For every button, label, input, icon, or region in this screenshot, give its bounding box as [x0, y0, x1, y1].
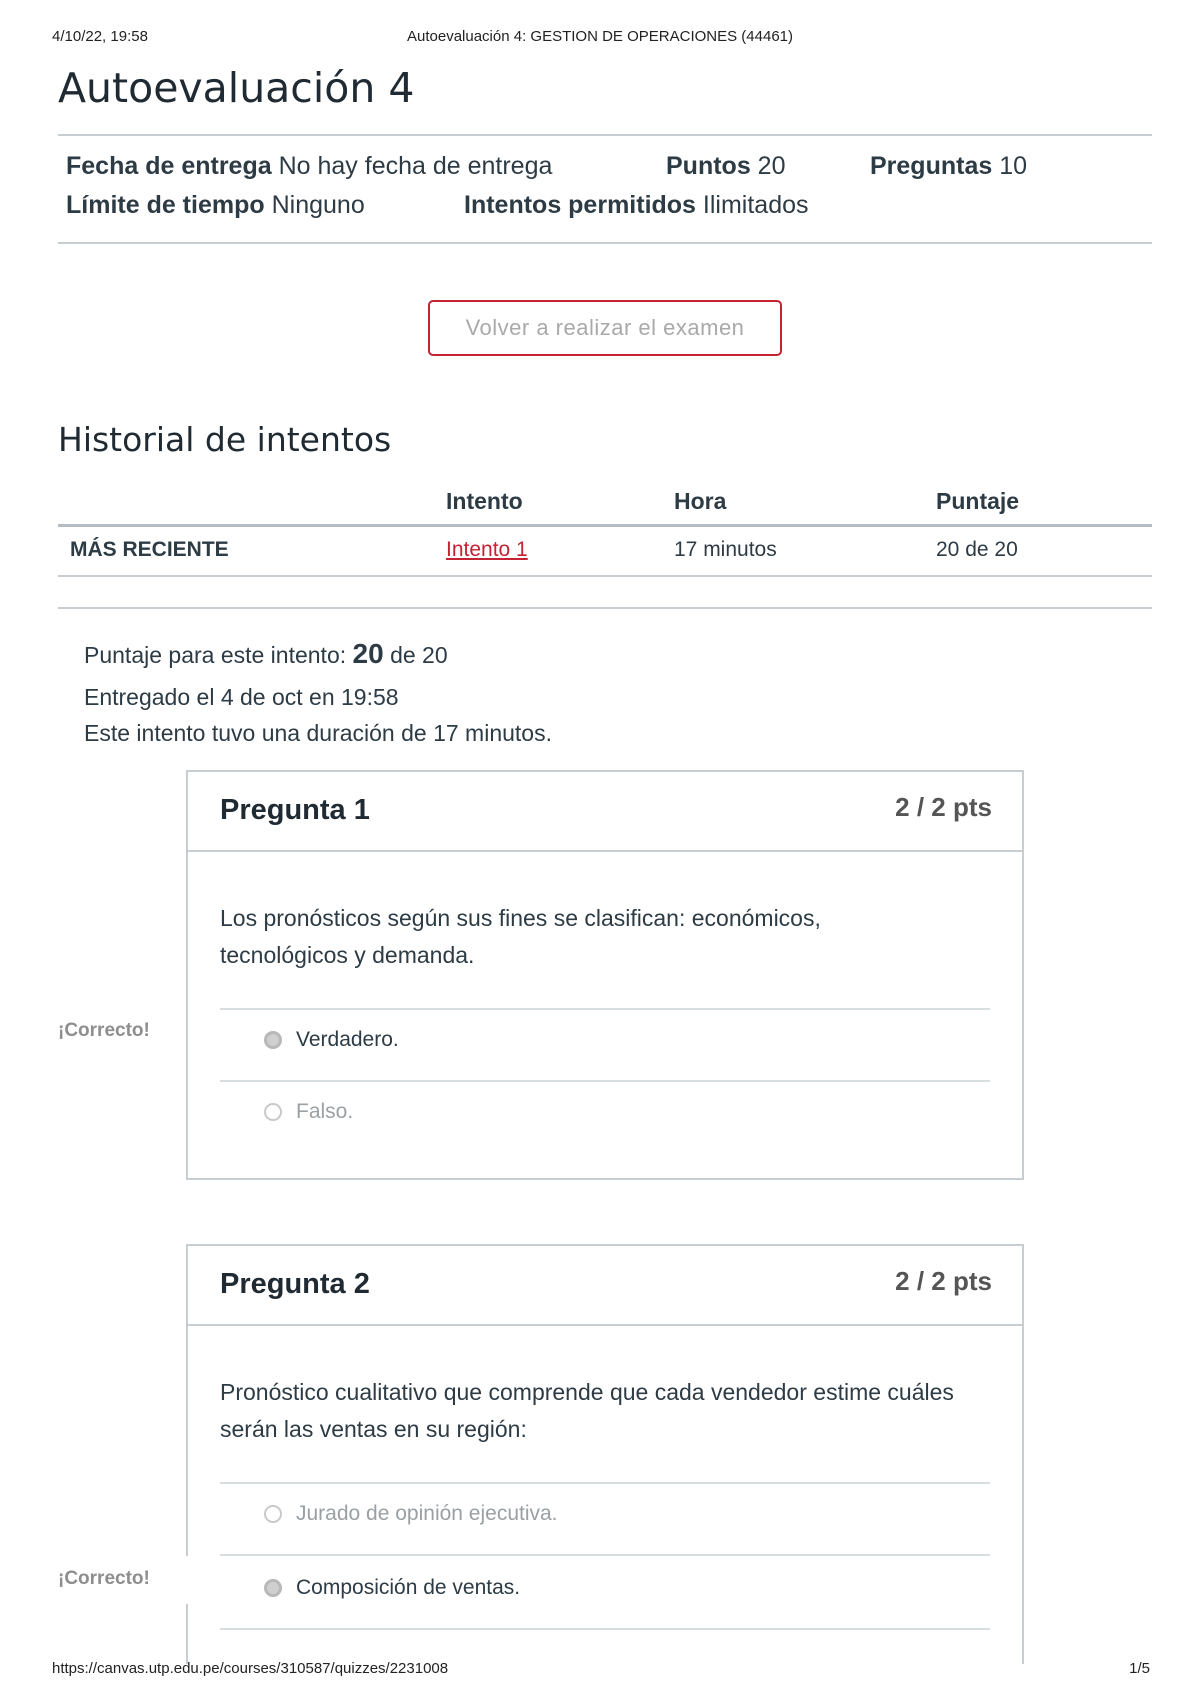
page-title: Autoevaluación 4 [58, 64, 415, 112]
question-title: Pregunta 2 [220, 1268, 370, 1300]
answer-divider [220, 1080, 990, 1082]
attempt-1-link[interactable]: Intento 1 [446, 538, 528, 561]
question-text: Pronóstico cualitativo que comprende que cada vendedor estime cuáles serán las ventas en su región: [220, 1379, 954, 1442]
question-card-1 [186, 770, 1024, 1180]
score-value: 20 [352, 638, 384, 669]
answer-label: Composición de ventas. [296, 1576, 521, 1599]
attempt-score: 20 de 20 [936, 538, 1018, 561]
radio-selected-icon[interactable] [264, 1579, 282, 1597]
answer-divider [220, 1008, 990, 1010]
column-header-attempt: Intento [446, 488, 523, 514]
due-date-info [66, 152, 552, 181]
table-header-divider [58, 524, 1152, 527]
answer-divider [220, 1628, 990, 1630]
attempt-status: MÁS RECIENTE [70, 538, 229, 561]
table-row-divider [58, 575, 1152, 577]
print-document-title: Autoevaluación 4: GESTION DE OPERACIONES (44461) [407, 28, 793, 45]
question-card-2 [186, 1244, 1024, 1664]
retake-quiz-button[interactable]: Volver a realizar el examen [428, 300, 782, 356]
question-text: Los pronósticos según sus fines se clasifican: económicos, tecnológicos y demanda. [220, 905, 821, 968]
answer-divider [220, 1482, 990, 1484]
column-header-time: Hora [674, 488, 727, 514]
question-points: 2 / 2 pts [895, 1266, 992, 1296]
answer-option[interactable] [264, 1100, 353, 1124]
feedback-gap [176, 1556, 190, 1604]
correct-feedback-label: ¡Correcto! [58, 1020, 150, 1041]
score-suffix: de 20 [390, 642, 448, 668]
print-datetime: 4/10/22, 19:58 [52, 28, 148, 45]
time-limit-label: Límite de tiempo [66, 191, 265, 219]
score-prefix: Puntaje para este intento: [84, 642, 347, 668]
meta-divider [58, 242, 1152, 244]
question-title: Pregunta 1 [220, 794, 370, 826]
answer-option[interactable] [264, 1028, 399, 1052]
attempts-allowed-label: Intentos permitidos [464, 191, 696, 219]
title-divider [58, 134, 1152, 136]
attempts-allowed-info [464, 191, 809, 220]
due-date-value: No hay fecha de entrega [278, 152, 553, 180]
attempt-history-title: Historial de intentos [58, 420, 392, 459]
column-header-score: Puntaje [936, 488, 1020, 514]
duration-info: Este intento tuvo una duración de 17 minutos. [84, 720, 552, 746]
radio-selected-icon[interactable] [264, 1031, 282, 1049]
answer-label: Verdadero. [296, 1028, 399, 1051]
time-limit-value: Ninguno [271, 191, 365, 219]
questions-label: Preguntas [870, 152, 993, 180]
correct-feedback-label: ¡Correcto! [58, 1568, 150, 1589]
questions-info [870, 152, 1027, 181]
answer-label: Falso. [296, 1100, 354, 1123]
page-number: 1/5 [1129, 1660, 1150, 1677]
history-divider [58, 607, 1152, 609]
question-points: 2 / 2 pts [895, 792, 992, 822]
due-date-label: Fecha de entrega [66, 152, 272, 180]
radio-unselected-icon[interactable] [264, 1505, 282, 1523]
submitted-info: Entregado el 4 de oct en 19:58 [84, 684, 399, 710]
points-value: 20 [757, 152, 786, 180]
answer-option[interactable] [264, 1576, 520, 1600]
radio-unselected-icon[interactable] [264, 1103, 282, 1121]
answer-divider [220, 1554, 990, 1556]
attempt-time: 17 minutos [674, 538, 777, 561]
answer-label: Jurado de opinión ejecutiva. [296, 1502, 558, 1525]
question-header [188, 772, 1022, 852]
question-header [188, 1246, 1022, 1326]
print-url: https://canvas.utp.edu.pe/courses/310587/quizzes/2231008 [52, 1660, 449, 1677]
answer-option[interactable] [264, 1502, 558, 1526]
points-info [666, 152, 785, 181]
questions-value: 10 [999, 152, 1028, 180]
time-limit-info [66, 191, 365, 220]
points-label: Puntos [666, 152, 751, 180]
attempt-score-line [84, 638, 448, 670]
attempts-allowed-value: Ilimitados [702, 191, 809, 219]
